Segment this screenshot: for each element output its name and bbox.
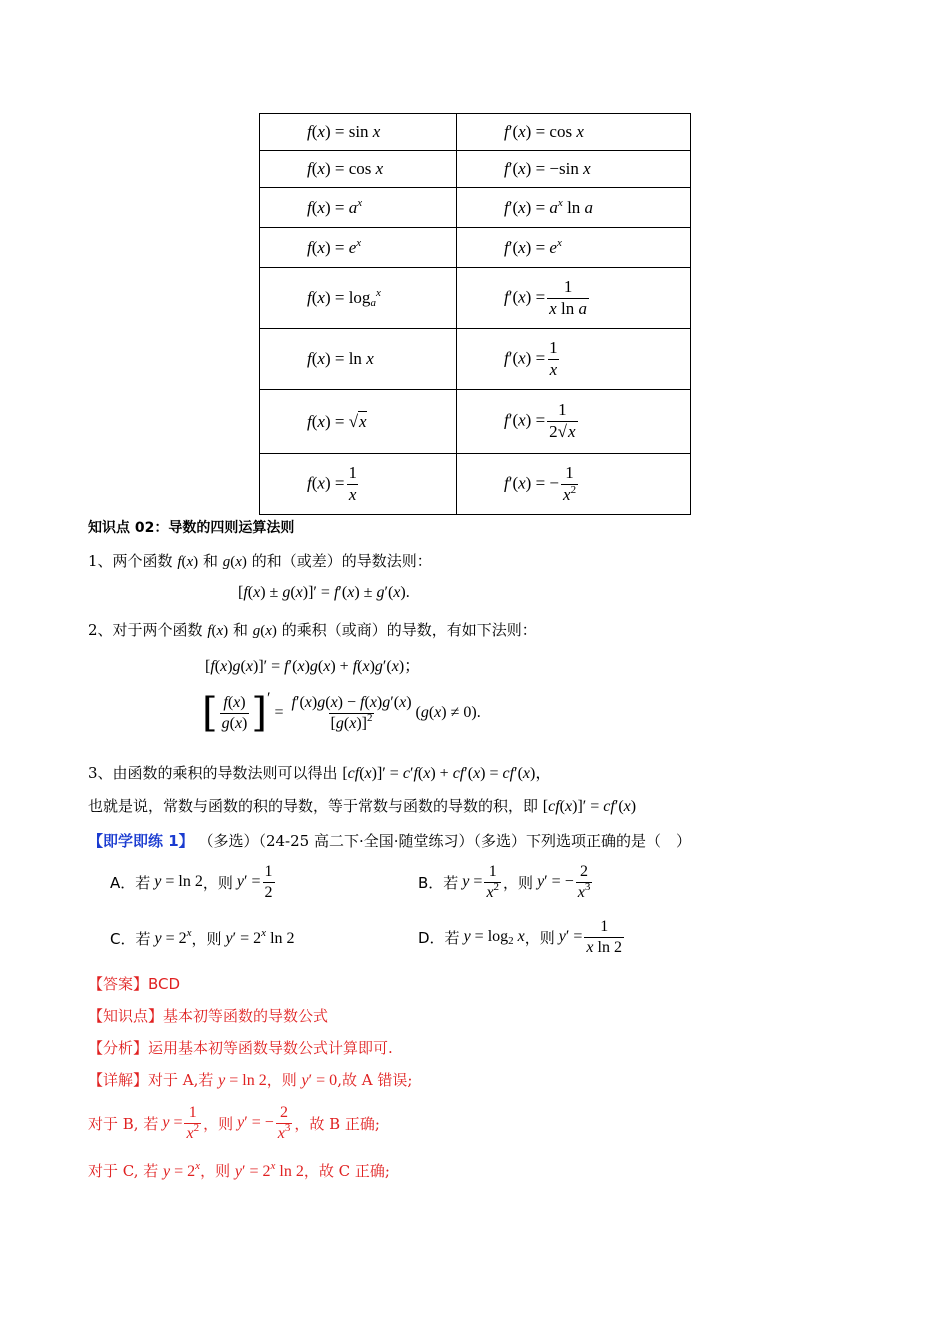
detail-label: 【详解】 — [88, 1071, 149, 1089]
derivative-cell: f′(x) = $\frac{1}{2√x}$ — [457, 390, 691, 454]
table-row — [260, 151, 691, 188]
rule2-quotient-formula: [ $\frac{f(x)}{g(x)}$ ] ′ = $\frac{f'(x)g(x) - f(x)g'(x)}{[g(x)]^2}$ (g(x) ≠ 0). — [202, 690, 481, 736]
rule2-mid: 和 — [232, 621, 248, 639]
detail-b-pre: 对于 B, 若 — [88, 1114, 159, 1133]
rule1-formula: [f(x) ± g(x)]′ = f′(x) ± g′(x). — [238, 584, 410, 601]
table-row — [260, 390, 691, 454]
analysis-value: 运用基本初等函数导数公式计算即可. — [148, 1039, 393, 1057]
table-row — [260, 329, 691, 390]
table-row — [260, 454, 691, 515]
rule1-line: 1、两个函数 f(x) 和 g(x) 的和（或差）的导数法则： — [88, 552, 432, 570]
table-row — [260, 188, 691, 228]
detail-c-post: ，故 C 正确; — [303, 1162, 390, 1180]
exercise-header — [88, 830, 691, 851]
kp-value: 基本初等函数的导数公式 — [163, 1007, 329, 1025]
function-cell: f(x) = ln x — [260, 329, 457, 390]
function-cell: f(x) = sin x — [260, 114, 457, 151]
exercise-tag: 【即学即练 1】 — [88, 832, 194, 850]
function-cell: f(x) = $\frac{1}{x}$ — [260, 454, 457, 515]
rule3-line: 3、由函数的乘积的导数法则可以得出 [cf(x)]′ = c′f(x) + cf′(x) = cf′(x)， — [88, 764, 552, 782]
answer-label: 【答案】 — [88, 975, 149, 993]
answer-value: BCD — [148, 975, 181, 993]
rule1-end: 的和（或差）的导数法则： — [251, 552, 432, 570]
function-cell: $f(x) = \log_a^x$ — [260, 268, 457, 329]
quotient-numerator: f′(x)g(x) − f(x)g′(x) — [291, 693, 412, 711]
rule1-mid: 和 — [202, 552, 218, 570]
detail-b-line: 对于 B, 若 y = $\frac{1}{x^2}$ ，则 y′ = − $\frac{2}{x^3}$ ，故 B 正确; — [88, 1104, 380, 1142]
derivative-table — [259, 113, 691, 515]
rule2-end: 的乘积（或商）的导数，有如下法则： — [281, 621, 537, 639]
option-b-label: B．若 — [418, 873, 459, 892]
rule3-line2-text: 也就是说，常数与函数的积的导数，等于常数与函数的导数的积，即 — [88, 797, 539, 815]
option-c[interactable]: C．若 $y = 2^x$ ，则 $y' = 2^x$ ln 2 — [110, 926, 295, 948]
derivative-cell: $f'(x) = a^x$ ln a — [457, 188, 691, 228]
function-cell: $f(x) = a^x$ — [260, 188, 457, 228]
quotient-denominator: $[g(x)]^2$ — [330, 711, 373, 732]
option-d-label: D．若 — [418, 928, 460, 947]
knowledge-point-line — [88, 1005, 328, 1026]
detail-c-line: 对于 C, 若 $y = 2^x$，则 $y' = 2^x$ ln 2，故 C 正确; — [88, 1160, 390, 1180]
rule1-text: 1、两个函数 — [88, 552, 173, 570]
detail-a-post: ,故 A 错误; — [337, 1071, 413, 1089]
detail-c-mid: ，则 — [200, 1162, 231, 1180]
section-heading: 知识点 02：导数的四则运算法则 — [88, 520, 295, 536]
detail-b-post: ，故 B 正确; — [294, 1114, 380, 1133]
answer-line — [88, 973, 180, 994]
derivative-cell: f′(x) = −sin x — [457, 151, 691, 188]
analysis-label: 【分析】 — [88, 1039, 149, 1057]
kp-label: 【知识点】 — [88, 1007, 164, 1025]
option-a-label: A．若 — [110, 873, 151, 892]
option-d-then: ，则 — [524, 928, 555, 947]
option-a-then: ，则 — [202, 873, 233, 892]
derivative-cell: f′(x) = $\frac{1}{\text{x ln a}}$ — [457, 268, 691, 329]
function-cell: f(x) = cos x — [260, 151, 457, 188]
detail-b-mid: ，则 — [203, 1114, 234, 1133]
rule3-line2: 也就是说，常数与函数的积的导数，等于常数与函数的导数的积，即 [cf(x)]′ = cf′(x) — [88, 797, 637, 815]
rule2-text: 2、对于两个函数 — [88, 621, 203, 639]
option-b-then: ，则 — [503, 873, 534, 892]
derivative-cell: f′(x) = cos x — [457, 114, 691, 151]
option-c-label: C．若 — [110, 930, 151, 948]
exercise-desc: （多选）（24-25 高二下·全国·随堂练习）（多选）下列选项正确的是（ ） — [198, 832, 692, 850]
rule2-product-formula: [f(x)g(x)]′ = f′(x)g(x) + f(x)g′(x)； — [205, 658, 421, 675]
table-row — [260, 228, 691, 268]
detail-a-line: 【详解】对于 A,若 y = ln 2，则 y′ = 0,故 A 错误; — [88, 1071, 413, 1089]
table-row — [260, 114, 691, 151]
table-row — [260, 268, 691, 329]
analysis-line — [88, 1037, 393, 1058]
function-cell: $f(x) = e^x$ — [260, 228, 457, 268]
option-d[interactable]: D．若 $y = \log_2 x$ ，则 y′ = $\frac{1}{\text{x ln 2}}$ — [418, 918, 622, 956]
option-b[interactable]: B．若 y = $\frac{1}{x^2}$ ，则 y′ = − $\frac{2}{x^3}$ — [418, 863, 591, 901]
option-a[interactable]: A．若 y = ln 2 ，则 y′ = $\frac{1}{2}$ — [110, 863, 273, 901]
function-cell: f(x) = √x — [260, 390, 457, 454]
option-c-then: ，则 — [191, 930, 222, 948]
detail-a-mid: ，则 — [266, 1071, 297, 1089]
derivative-cell: f′(x) = $\frac{1}{x}$ — [457, 329, 691, 390]
derivative-cell: $f'(x) = e^x$ — [457, 228, 691, 268]
detail-c-pre: 对于 C, 若 — [88, 1162, 159, 1180]
derivative-cell: f′(x) = − $\frac{1}{x^2}$ — [457, 454, 691, 515]
detail-a-pre: 对于 A,若 — [148, 1071, 214, 1089]
rule2-line: 2、对于两个函数 f(x) 和 g(x) 的乘积（或商）的导数，有如下法则： — [88, 621, 537, 639]
rule3-text: 3、由函数的乘积的导数法则可以得出 — [88, 764, 338, 782]
